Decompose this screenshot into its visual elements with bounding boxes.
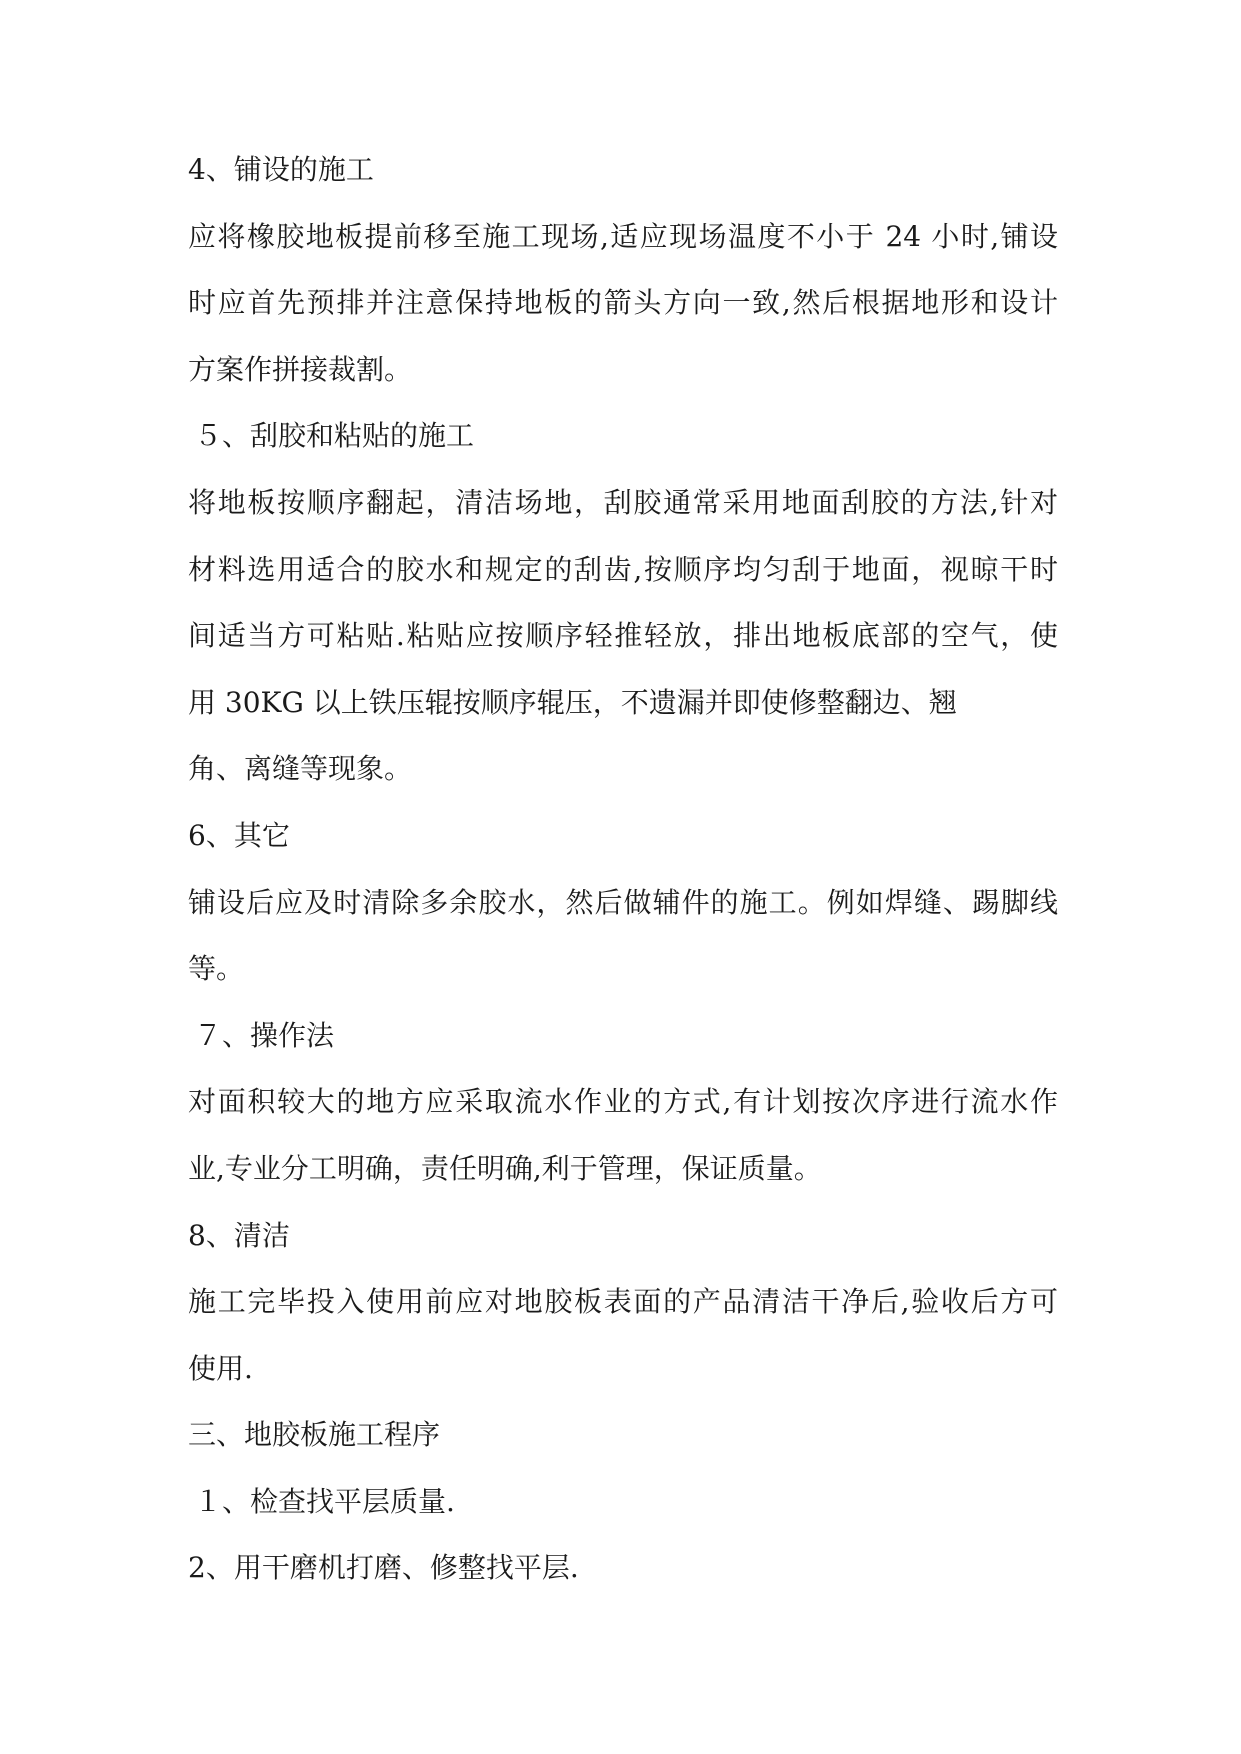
paragraph-line: 等。 <box>188 952 245 986</box>
section-heading-8: 8、清洁 <box>188 1218 290 1252</box>
paragraph-line: 方案作拼接裁割。 <box>188 352 413 386</box>
section-heading-6: 6、其它 <box>188 818 290 852</box>
list-item: 2、用干磨机打磨、修整找平层. <box>188 1551 579 1585</box>
chapter-heading-3: 三、地胶板施工程序 <box>188 1418 441 1452</box>
section-heading-7: ７、操作法 <box>194 1018 335 1052</box>
paragraph-line: 施工完毕投入使用前应对地胶板表面的产品清洁干净后,验收后方可 <box>188 1285 1058 1319</box>
paragraph-line: 业,专业分工明确，责任明确,利于管理，保证质量。 <box>188 1151 822 1185</box>
list-item: １、检查找平层质量. <box>194 1484 455 1518</box>
paragraph-line: 将地板按顺序翻起，清洁场地，刮胶通常采用地面刮胶的方法,针对 <box>188 485 1058 519</box>
paragraph-line: 对面积较大的地方应采取流水作业的方式,有计划按次序进行流水作 <box>188 1085 1058 1119</box>
paragraph-line: 材料选用适合的胶水和规定的刮齿,按顺序均匀刮于地面，视晾干时 <box>188 552 1058 586</box>
paragraph-line: 使用. <box>188 1351 253 1385</box>
paragraph-line: 用 30KG 以上铁压辊按顺序辊压，不遗漏并即使修整翻边、翘 <box>188 685 957 719</box>
paragraph-line: 时应首先预排并注意保持地板的箭头方向一致,然后根据地形和设计 <box>188 286 1058 320</box>
paragraph-line: 间适当方可粘贴.粘贴应按顺序轻推轻放，排出地板底部的空气，使 <box>188 619 1058 653</box>
section-heading-4: 4、铺设的施工 <box>188 153 374 186</box>
paragraph-line: 角、离缝等现象。 <box>188 752 413 786</box>
document-body <box>188 155 1058 1620</box>
paragraph-line: 应将橡胶地板提前移至施工现场,适应现场温度不小于 24 小时,铺设 <box>188 219 1058 253</box>
section-heading-5: ５、刮胶和粘贴的施工 <box>194 419 475 453</box>
paragraph-line: 铺设后应及时清除多余胶水，然后做辅件的施工。例如焊缝、踢脚线 <box>188 885 1058 919</box>
